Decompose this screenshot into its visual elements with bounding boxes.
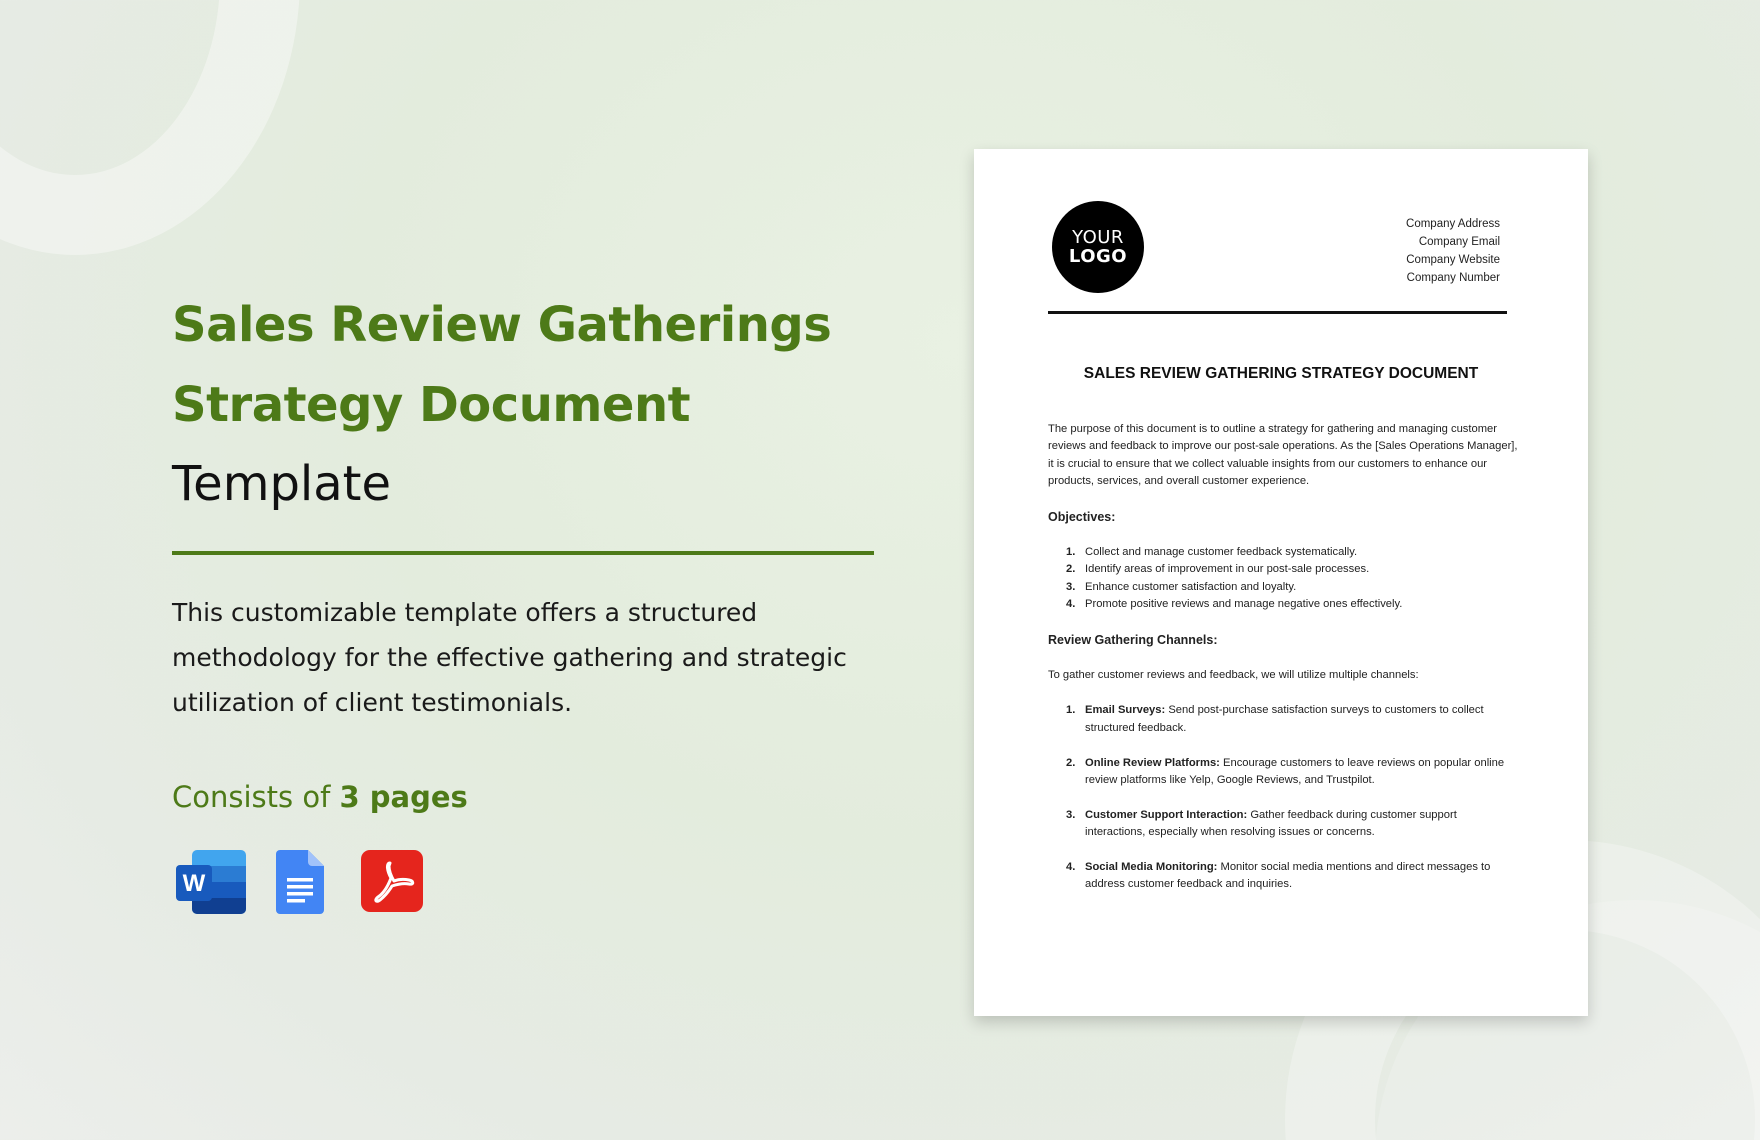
logo-text-line1: YOUR bbox=[1072, 227, 1124, 248]
list-item: 2. Identify areas of improvement in our post-sale processes. bbox=[1066, 563, 1370, 576]
channels-heading: Review Gathering Channels: bbox=[1048, 632, 1218, 647]
hero-title-line: Strategy Document bbox=[172, 377, 691, 433]
microsoft-word-icon[interactable] bbox=[176, 850, 248, 916]
company-email: Company Email bbox=[1418, 236, 1500, 248]
company-address: Company Address bbox=[1406, 218, 1500, 230]
company-number: Company Number bbox=[1406, 272, 1500, 284]
logo-text-line2: LOGO bbox=[1068, 246, 1128, 267]
list-item: 3. Enhance customer satisfaction and loyalty. bbox=[1066, 580, 1297, 593]
list-item: 4. Promote positive reviews and manage negative ones effectively. bbox=[1066, 598, 1403, 611]
header-divider bbox=[1048, 311, 1507, 314]
list-item: 1. Collect and manage customer feedback systematically. bbox=[1066, 546, 1358, 559]
hero-description: This customizable template offers a structured methodology for the effective gathering and strategic utilization of client testimonials. bbox=[172, 598, 847, 717]
page-count-prefix: Consists of bbox=[172, 780, 331, 814]
document-body bbox=[1048, 421, 1518, 911]
google-docs-icon[interactable] bbox=[276, 850, 324, 914]
list-item: 3. Customer Support Interaction: Gather feedback during customer support interactions, especially when resolving issues or concerns. bbox=[1066, 808, 1457, 839]
list-item: 2. Online Review Platforms: Encourage customers to leave reviews on popular online review platforms like Yelp, Google Reviews, and Trustpilot. bbox=[1066, 756, 1505, 787]
hero-heading bbox=[172, 285, 892, 523]
hero-subtitle: Template bbox=[172, 456, 392, 512]
page-count-value: 3 pages bbox=[339, 780, 468, 814]
list-item: 4. Social Media Monitoring: Monitor social media mentions and direct messages to address customer feedback and inquiries. bbox=[1066, 861, 1491, 891]
page-count bbox=[172, 780, 468, 814]
objectives-list bbox=[1048, 544, 1518, 614]
adobe-pdf-icon[interactable] bbox=[361, 850, 423, 912]
hero-title-line: Sales Review Gatherings bbox=[172, 297, 832, 353]
company-details bbox=[1406, 215, 1500, 287]
objectives-heading: Objectives: bbox=[1048, 509, 1116, 524]
channels-list bbox=[1048, 702, 1518, 893]
intro-paragraph: The purpose of this document is to outline a strategy for gathering and managing customer reviews and feedback to improve our post-sale operations. As the [Sales Operations Manager], it is crucial to ensure that we collect valuable insights from our customers to enhance our products, services, and overall customer experience. bbox=[1048, 423, 1518, 488]
document-preview bbox=[974, 149, 1588, 1016]
decorative-ring bbox=[0, 0, 300, 255]
divider bbox=[172, 551, 874, 555]
logo-placeholder bbox=[1052, 201, 1144, 293]
list-item: 1. Email Surveys: Send post-purchase satisfaction surveys to customers to collect structured feedback. bbox=[1066, 704, 1484, 734]
company-website: Company Website bbox=[1406, 254, 1500, 266]
word-letter: W bbox=[182, 870, 206, 897]
document-title: SALES REVIEW GATHERING STRATEGY DOCUMENT bbox=[1083, 365, 1479, 382]
channels-intro: To gather customer reviews and feedback, we will utilize multiple channels: bbox=[1048, 669, 1419, 682]
